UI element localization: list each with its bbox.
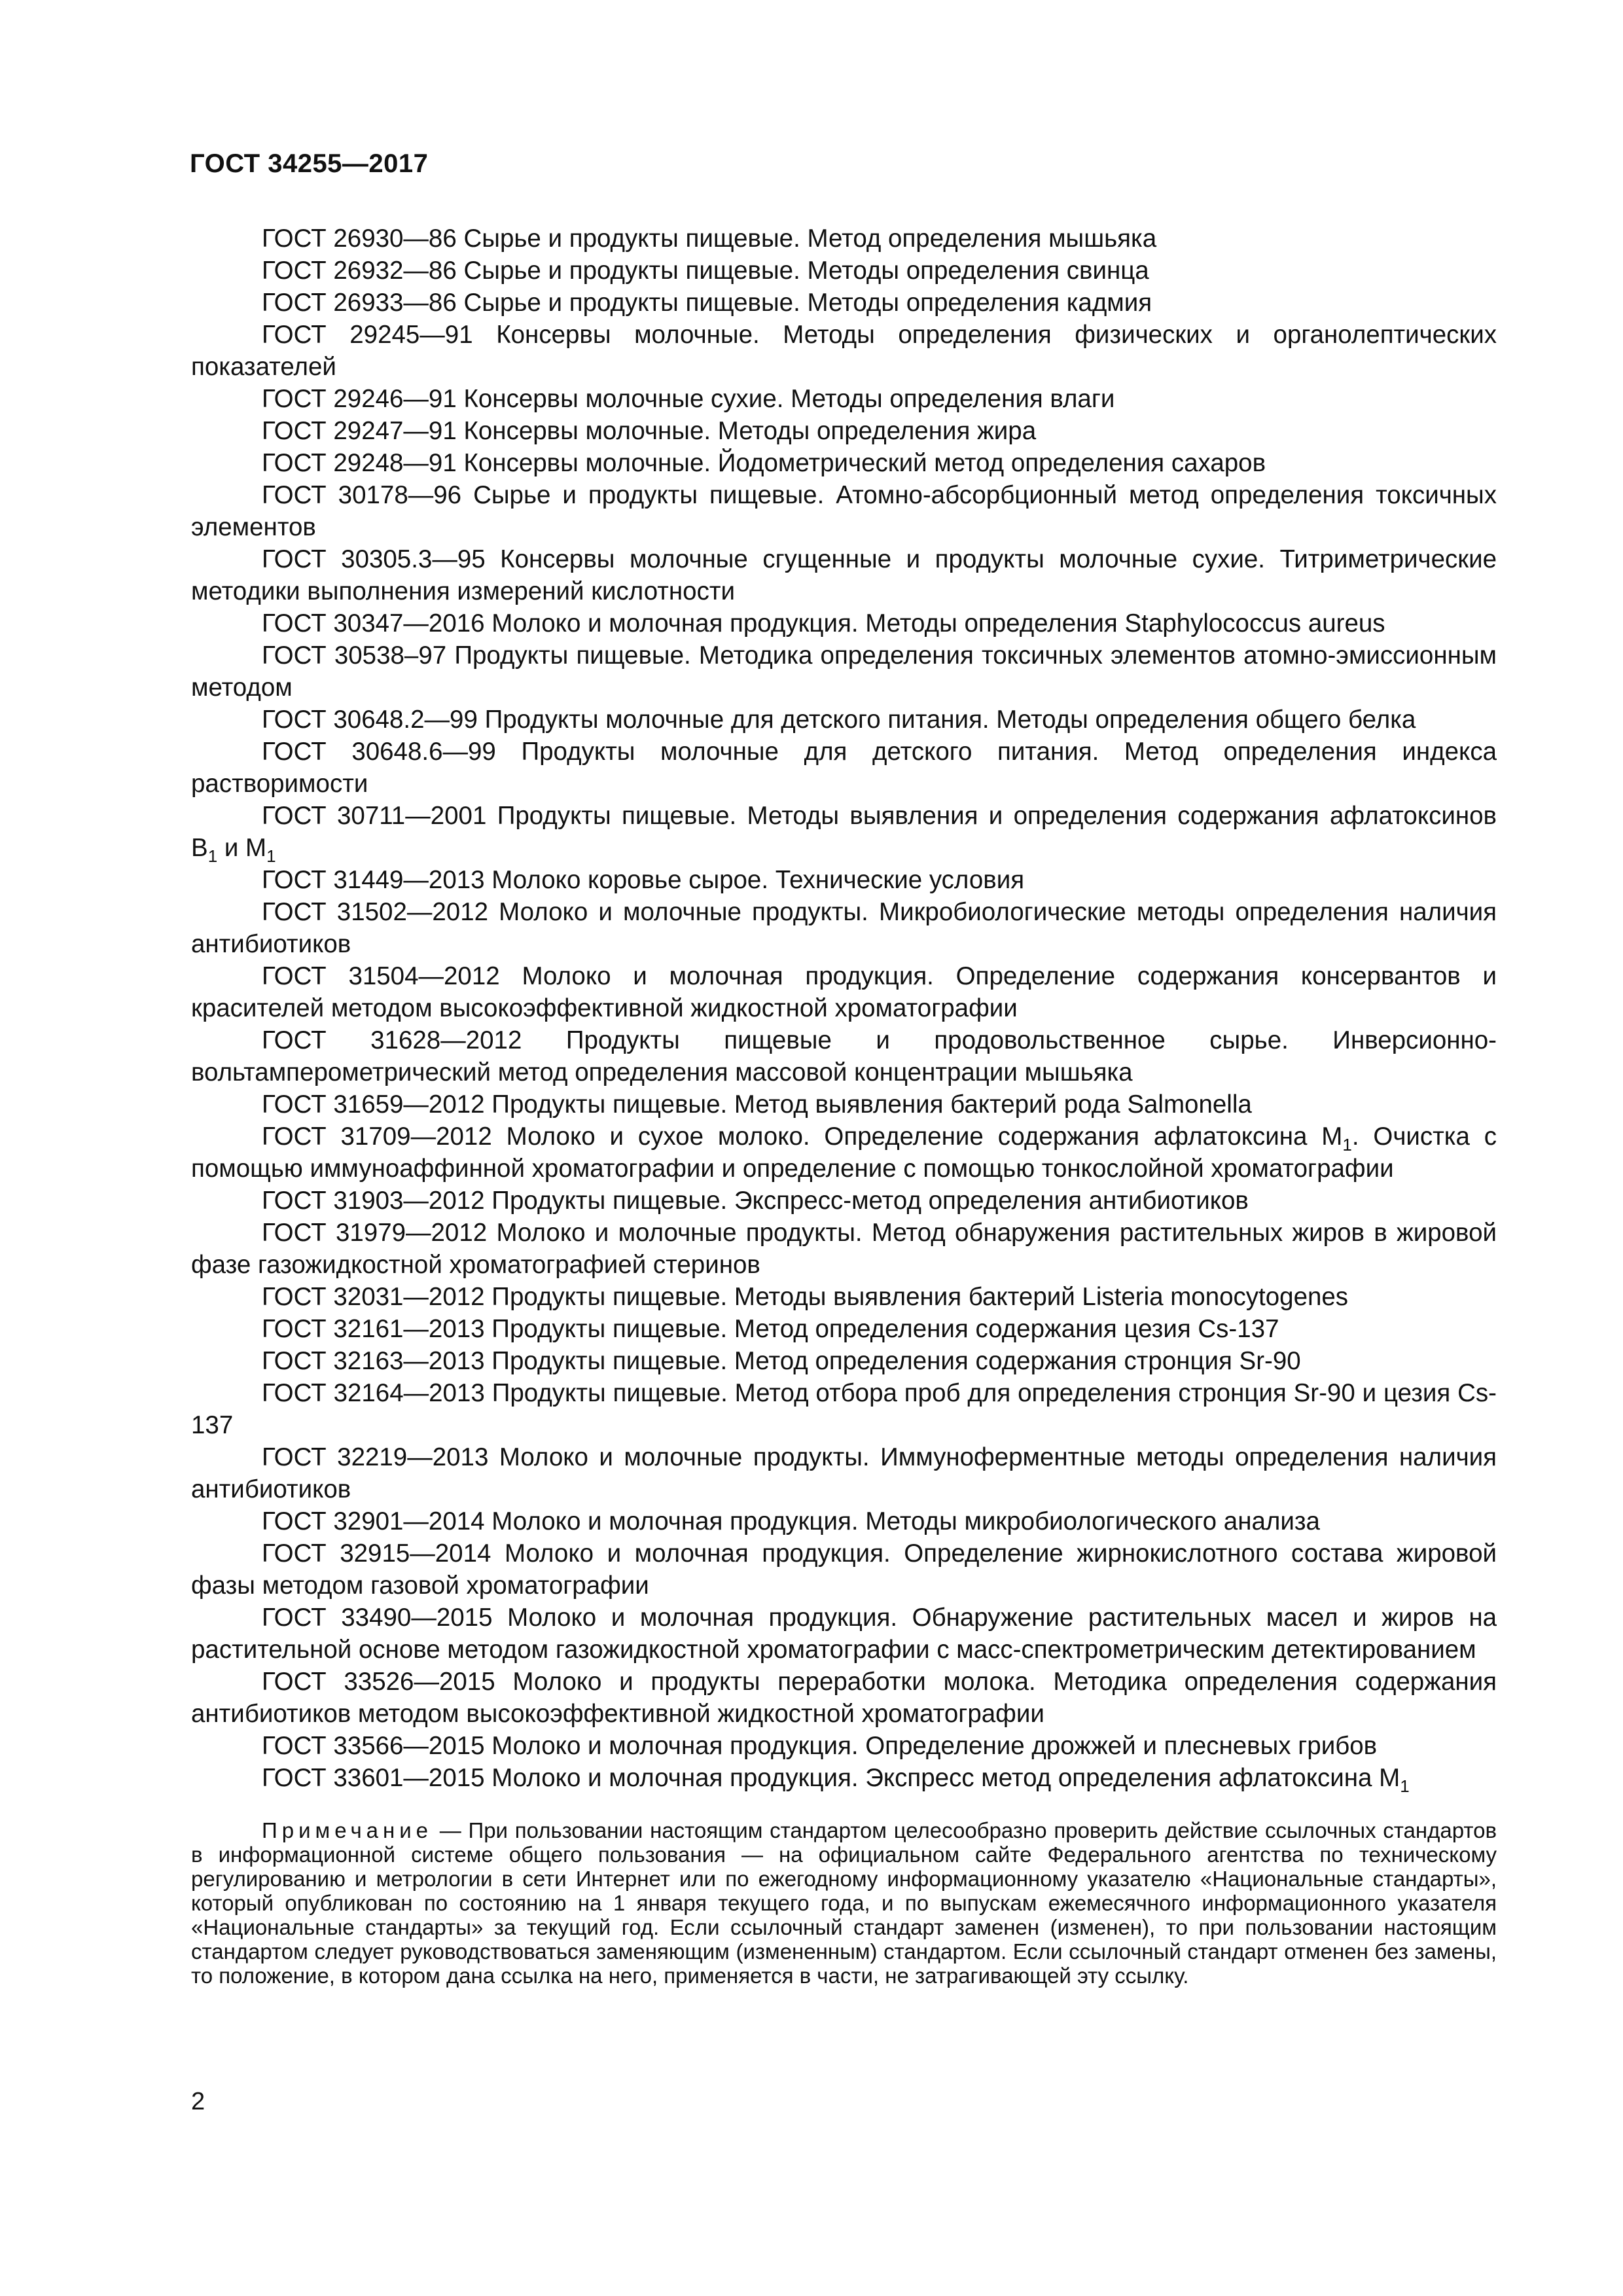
reference-title: Молоко и молочная продукция. Методы определения Staphylococcus aureus: [491, 609, 1385, 637]
reference-title: Продукты пищевые. Метод отбора проб для определения стронция Sr-90 и цезия Cs-137: [191, 1379, 1497, 1439]
reference-code: ГОСТ 33601—2015: [262, 1764, 485, 1792]
reference-code: ГОСТ 31979—2012: [262, 1219, 488, 1247]
reference-code: ГОСТ 26930—86: [262, 224, 457, 253]
reference-item: [191, 800, 1497, 864]
reference-item: [191, 1185, 1497, 1217]
reference-code: ГОСТ 33526—2015: [262, 1668, 495, 1696]
reference-title: Продукты пищевые и продовольственное сырье. Инверсионно-вольтамперометрический метод определения массовой концентрации мышьяка: [191, 1026, 1497, 1086]
reference-item: [191, 960, 1497, 1024]
reference-item: [191, 479, 1497, 543]
reference-title: Консервы молочные сухие. Методы определения влаги: [463, 385, 1115, 413]
reference-code: ГОСТ 31504—2012: [262, 962, 500, 990]
reference-code: ГОСТ 30305.3—95: [262, 545, 486, 573]
reference-code: ГОСТ 32901—2014: [262, 1507, 485, 1535]
reference-title: Продукты пищевые. Метод определения содержания стронция Sr-90: [491, 1347, 1301, 1375]
reference-item: [191, 1345, 1497, 1377]
reference-title: Сырье и продукты пищевые. Метод определения мышьяка: [463, 224, 1157, 253]
reference-item: [191, 1088, 1497, 1121]
note-label: Примечание: [262, 1818, 433, 1842]
reference-title: Молоко и молочная продукция. Обнаружение растительных масел и жиров на растительной основе методом газожидкостной хроматографии с масс-спектрометрическим детектированием: [191, 1604, 1497, 1664]
reference-title: Продукты пищевые. Методы выявления бактерий Listeria monocytogenes: [491, 1283, 1349, 1311]
reference-item: [191, 896, 1497, 960]
page-header: ГОСТ 34255—2017: [190, 149, 429, 178]
reference-title: Молоко и молочные продукты. Иммуноферментные методы определения наличия антибиотиков: [191, 1443, 1497, 1503]
reference-code: ГОСТ 31709—2012: [262, 1122, 492, 1151]
reference-title: Продукты пищевые. Методы выявления и определения содержания афлатоксинов B: [191, 802, 1497, 862]
reference-title: Продукты пищевые. Метод выявления бактерий рода Salmonella: [491, 1090, 1252, 1119]
reference-subscript: 1: [1400, 1776, 1410, 1796]
reference-code: ГОСТ 33566—2015: [262, 1732, 485, 1760]
reference-code: ГОСТ 32163—2013: [262, 1347, 485, 1375]
reference-title: Консервы молочные. Йодометрический метод определения сахаров: [463, 449, 1266, 477]
reference-title: Молоко и сухое молоко. Определение содержания афлатоксина M: [506, 1122, 1343, 1151]
reference-code: ГОСТ 30711—2001: [262, 802, 487, 830]
reference-code: ГОСТ 29245—91: [262, 321, 473, 349]
reference-code: ГОСТ 32915—2014: [262, 1539, 491, 1568]
reference-item: [191, 543, 1497, 607]
reference-item: [191, 736, 1497, 800]
reference-subscript: 1: [1342, 1135, 1352, 1155]
reference-item: [191, 639, 1497, 704]
reference-item: [191, 1313, 1497, 1345]
reference-code: ГОСТ 30538–97: [262, 641, 447, 670]
reference-code: ГОСТ 30648.2—99: [262, 706, 478, 734]
reference-code: ГОСТ 29248—91: [262, 449, 457, 477]
reference-title: Молоко коровье сырое. Технические условия: [491, 866, 1025, 894]
reference-code: ГОСТ 26933—86: [262, 289, 457, 317]
reference-title: Молоко и молочные продукты. Микробиологические методы определения наличия антибиотиков: [191, 898, 1497, 958]
reference-item: [191, 1121, 1497, 1185]
reference-code: ГОСТ 31903—2012: [262, 1187, 485, 1215]
reference-code: ГОСТ 31659—2012: [262, 1090, 485, 1119]
reference-title: Молоко и молочная продукция. Определение жирнокислотного состава жировой фазы методом газовой хроматографии: [191, 1539, 1497, 1600]
reference-item: [191, 1377, 1497, 1441]
reference-item: [191, 1730, 1497, 1762]
reference-code: ГОСТ 30347—2016: [262, 609, 485, 637]
reference-title: Продукты молочные для детского питания. Метод определения индекса растворимости: [191, 738, 1497, 798]
reference-title: Молоко и молочные продукты. Метод обнаружения растительных жиров в жировой фазе газожидкостной хроматографией стеринов: [191, 1219, 1497, 1279]
reference-code: ГОСТ 26932—86: [262, 257, 457, 285]
reference-item: [191, 1666, 1497, 1730]
reference-code: ГОСТ 32219—2013: [262, 1443, 489, 1471]
reference-code: ГОСТ 32031—2012: [262, 1283, 485, 1311]
note-paragraph: [191, 1818, 1497, 1988]
reference-code: ГОСТ 31449—2013: [262, 866, 485, 894]
reference-item: [191, 1762, 1497, 1794]
reference-code: ГОСТ 30178—96: [262, 481, 462, 509]
reference-item: [191, 864, 1497, 896]
page-number: 2: [191, 2088, 205, 2115]
reference-item: [191, 1441, 1497, 1505]
reference-title-cont: . Очистка с помощью иммуноаффинной хроматографии и определение с помощью тонкослойной хроматографии: [191, 1122, 1497, 1183]
reference-title: Продукты пищевые. Метод определения содержания цезия Cs-137: [491, 1315, 1279, 1343]
reference-item: [191, 415, 1497, 447]
reference-item: [191, 607, 1497, 639]
reference-title: Продукты пищевые. Методика определения токсичных элементов атомно-эмиссионным методом: [191, 641, 1497, 702]
reference-code: ГОСТ 31628—2012: [262, 1026, 522, 1054]
reference-item: [191, 1217, 1497, 1281]
reference-item: [191, 383, 1497, 415]
reference-title: Консервы молочные. Методы определения физических и органолептических показателей: [191, 321, 1497, 381]
reference-title: Сырье и продукты пищевые. Методы определения кадмия: [463, 289, 1152, 317]
reference-subscript: 1: [207, 846, 218, 866]
reference-item: [191, 447, 1497, 479]
reference-title: Молоко и продукты переработки молока. Методика определения содержания антибиотиков методом высокоэффективной жидкостной хроматографии: [191, 1668, 1497, 1728]
reference-item: [191, 1537, 1497, 1602]
reference-item: [191, 223, 1497, 255]
reference-title: Молоко и молочная продукция. Определение дрожжей и плесневых грибов: [491, 1732, 1378, 1760]
reference-title: Консервы молочные. Методы определения жира: [463, 417, 1037, 445]
reference-item: [191, 1024, 1497, 1088]
reference-code: ГОСТ 32161—2013: [262, 1315, 485, 1343]
reference-code: ГОСТ 29246—91: [262, 385, 457, 413]
reference-title: Молоко и молочная продукция. Методы микробиологического анализа: [491, 1507, 1320, 1535]
normative-references-list: [191, 223, 1497, 1794]
reference-code: ГОСТ 30648.6—99: [262, 738, 496, 766]
reference-code: ГОСТ 32164—2013: [262, 1379, 485, 1407]
reference-item: [191, 319, 1497, 383]
reference-title-cont: и M: [217, 834, 267, 862]
reference-item: [191, 1281, 1497, 1313]
note-text: — При пользовании настоящим стандартом целесообразно проверить действие ссылочных стандартов в информационной системе общего пользования — на официальном сайте Федерального агентства по техническому регулированию и метрологии в сети Интернет или по ежегодному информационному указателю «Национальные стандарты», который опубликован по состоянию на 1 января текущего года, и по выпускам ежемесячного информационного указателя «Национальные стандарты» за текущий год. Если ссылочный стандарт заменен (изменен), то при пользовании настоящим стандартом следует руководствоваться заменяющим (измененным) стандартом. Если ссылочный стандарт отменен без замены, то положение, в котором дана ссылка на него, применяется в части, не затрагивающей эту ссылку.: [191, 1818, 1497, 1988]
reference-code: ГОСТ 29247—91: [262, 417, 457, 445]
reference-title: Сырье и продукты пищевые. Атомно-абсорбционный метод определения токсичных элементов: [191, 481, 1497, 541]
reference-title: Консервы молочные сгущенные и продукты молочные сухие. Титриметрические методики выполнения измерений кислотности: [191, 545, 1497, 605]
reference-title: Продукты пищевые. Экспресс-метод определения антибиотиков: [491, 1187, 1249, 1215]
reference-title: Молоко и молочная продукция. Экспресс метод определения афлатоксина M: [491, 1764, 1400, 1792]
reference-title: Сырье и продукты пищевые. Методы определения свинца: [463, 257, 1149, 285]
reference-title: Молоко и молочная продукция. Определение содержания консервантов и красителей методом высокоэффективной жидкостной хроматографии: [191, 962, 1497, 1022]
reference-item: [191, 1505, 1497, 1537]
reference-item: [191, 704, 1497, 736]
reference-item: [191, 255, 1497, 287]
note-block: [191, 1818, 1497, 1988]
reference-subscript: 1: [266, 846, 276, 866]
reference-title: Продукты молочные для детского питания. Методы определения общего белка: [484, 706, 1416, 734]
reference-item: [191, 1602, 1497, 1666]
reference-code: ГОСТ 33490—2015: [262, 1604, 493, 1632]
reference-code: ГОСТ 31502—2012: [262, 898, 489, 926]
reference-item: [191, 287, 1497, 319]
